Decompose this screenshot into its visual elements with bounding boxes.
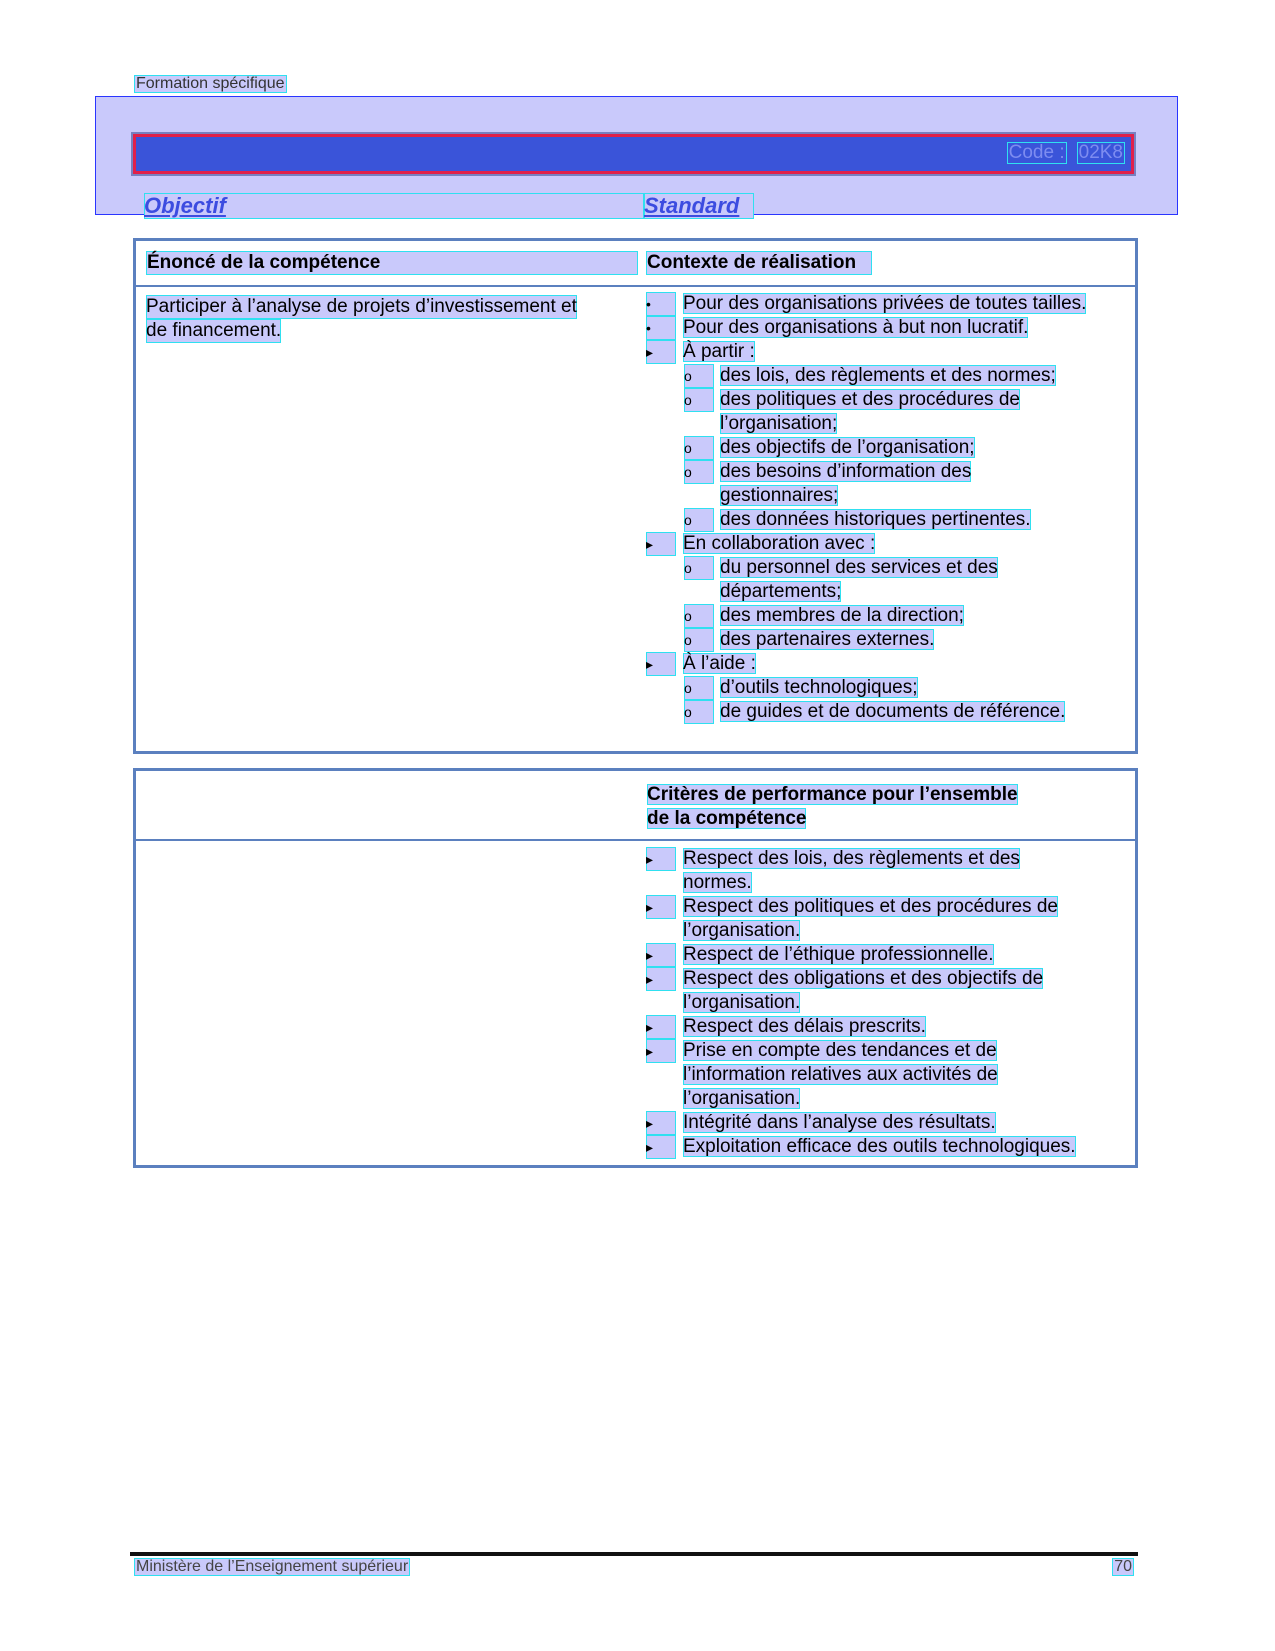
context-text: des partenaires externes. bbox=[720, 629, 935, 650]
criteria-list bbox=[646, 847, 1126, 1159]
criteria-item bbox=[646, 1039, 1126, 1063]
footer-rule bbox=[130, 1552, 1138, 1556]
context-text: Pour des organisations privées de toutes tailles. bbox=[683, 293, 1087, 314]
context-text: l’organisation; bbox=[720, 413, 838, 434]
criteria-item bbox=[646, 1015, 1126, 1039]
context-subitem bbox=[646, 556, 1126, 580]
header-divider bbox=[136, 285, 1135, 287]
context-text: gestionnaires; bbox=[720, 485, 839, 506]
bullet-icon: o bbox=[684, 460, 714, 484]
context-text: des lois, des règlements et des normes; bbox=[720, 365, 1056, 386]
context-item bbox=[646, 340, 1126, 364]
criteria-item bbox=[646, 1063, 1126, 1087]
context-subitem bbox=[646, 700, 1126, 724]
code-label: Code : bbox=[1008, 142, 1065, 163]
context-text: de guides et de documents de référence. bbox=[720, 701, 1066, 722]
objectif-title: Objectif bbox=[144, 193, 644, 219]
context-text: d’outils technologiques; bbox=[720, 677, 918, 698]
statement-line: Participer à l’analyse de projets d’investissement et bbox=[146, 296, 577, 317]
bullet-icon: o bbox=[684, 508, 714, 532]
section-label: Formation spécifique bbox=[136, 75, 285, 92]
bullet-icon: ▸ bbox=[646, 1039, 676, 1063]
context-text: À l’aide : bbox=[683, 653, 756, 674]
bullet-icon: ▸ bbox=[646, 652, 676, 676]
criteria-heading-line: Critères de performance pour l’ensemble bbox=[647, 784, 1018, 805]
criteria-item bbox=[646, 967, 1126, 991]
context-subitem bbox=[646, 364, 1126, 388]
statement-line: de financement. bbox=[146, 320, 282, 341]
context-text: À partir : bbox=[683, 341, 755, 362]
criteria-text: Respect des délais prescrits. bbox=[683, 1016, 926, 1037]
context-text: des membres de la direction; bbox=[720, 605, 964, 626]
criteria-text: Exploitation efficace des outils technologiques. bbox=[683, 1136, 1076, 1157]
criteria-item bbox=[646, 895, 1126, 919]
criteria-text: l’information relatives aux activités de bbox=[683, 1064, 998, 1085]
context-subitem bbox=[646, 508, 1126, 532]
criteria-item bbox=[646, 847, 1126, 871]
criteria-text: l’organisation. bbox=[683, 1088, 801, 1109]
criteria-item bbox=[646, 1111, 1126, 1135]
bullet-icon: o bbox=[684, 676, 714, 700]
bullet-icon: ▸ bbox=[646, 967, 676, 991]
context-subitem bbox=[646, 388, 1126, 412]
page-number: 70 bbox=[1114, 1558, 1132, 1575]
context-item bbox=[646, 316, 1126, 340]
context-item bbox=[646, 652, 1126, 676]
context-text: départements; bbox=[720, 581, 842, 602]
context-text: des objectifs de l’organisation; bbox=[720, 437, 975, 458]
context-text: des politiques et des procédures de bbox=[720, 389, 1020, 410]
bullet-icon: ▸ bbox=[646, 1111, 676, 1135]
bullet-icon: • bbox=[646, 316, 676, 340]
context-text: du personnel des services et des bbox=[720, 557, 998, 578]
criteria-heading-line: de la compétence bbox=[647, 808, 807, 829]
ministry-name: Ministère de l’Enseignement supérieur bbox=[136, 1558, 409, 1575]
context-subitem bbox=[646, 676, 1126, 700]
criteria-item bbox=[646, 1135, 1126, 1159]
context-subitem bbox=[646, 460, 1126, 484]
criteria-text: Respect des obligations et des objectifs de bbox=[683, 968, 1044, 989]
context-subitem bbox=[646, 412, 1126, 436]
bullet-icon: ▸ bbox=[646, 847, 676, 871]
context-subitem bbox=[646, 580, 1126, 604]
criteria-text: normes. bbox=[683, 872, 752, 893]
footer bbox=[134, 1558, 1134, 1576]
criteria-text: Respect des politiques et des procédures de bbox=[683, 896, 1058, 917]
bullet-icon: o bbox=[684, 364, 714, 388]
bullet-icon: o bbox=[684, 604, 714, 628]
context-text: des données historiques pertinentes. bbox=[720, 509, 1031, 530]
context-subitem bbox=[646, 604, 1126, 628]
context-text: des besoins d’information des bbox=[720, 461, 972, 482]
bullet-icon: ▸ bbox=[646, 532, 676, 556]
criteria-text: l’organisation. bbox=[683, 920, 801, 941]
bullet-icon: • bbox=[646, 292, 676, 316]
bullet-icon: o bbox=[684, 388, 714, 412]
context-subitem bbox=[646, 628, 1126, 652]
context-item bbox=[646, 532, 1126, 556]
bullet-icon: ▸ bbox=[646, 943, 676, 967]
standard-title: Standard bbox=[644, 193, 754, 219]
criteria-text: l’organisation. bbox=[683, 992, 801, 1013]
context-text: Pour des organisations à but non lucratif. bbox=[683, 317, 1029, 338]
criteria-item bbox=[646, 943, 1126, 967]
criteria-text: Respect des lois, des règlements et des bbox=[683, 848, 1020, 869]
context-text: En collaboration avec : bbox=[683, 533, 876, 554]
bullet-icon: o bbox=[684, 628, 714, 652]
criteria-text: Prise en compte des tendances et de bbox=[683, 1040, 997, 1061]
criteria-item bbox=[646, 991, 1126, 1015]
criteria-heading bbox=[646, 783, 1019, 831]
criteria-text: Respect de l’éthique professionnelle. bbox=[683, 944, 994, 965]
context-heading: Contexte de réalisation bbox=[646, 251, 872, 275]
competence-heading: Énoncé de la compétence bbox=[146, 251, 638, 275]
header-divider bbox=[136, 839, 1135, 841]
competence-table bbox=[133, 238, 1138, 754]
context-subitem bbox=[646, 436, 1126, 460]
context-item bbox=[646, 292, 1126, 316]
criteria-item bbox=[646, 871, 1126, 895]
bullet-icon: ▸ bbox=[646, 340, 676, 364]
bullet-icon: o bbox=[684, 436, 714, 460]
code-value: 02K8 bbox=[1078, 142, 1123, 163]
context-list bbox=[646, 292, 1126, 724]
context-subitem bbox=[646, 484, 1126, 508]
bullet-icon: ▸ bbox=[646, 895, 676, 919]
bullet-icon: o bbox=[684, 700, 714, 724]
bullet-icon: ▸ bbox=[646, 1135, 676, 1159]
criteria-text: Intégrité dans l’analyse des résultats. bbox=[683, 1112, 996, 1133]
bullet-icon: o bbox=[684, 556, 714, 580]
code-bar bbox=[133, 134, 1134, 174]
code-group bbox=[1007, 142, 1125, 164]
competence-statement bbox=[146, 295, 577, 343]
criteria-table bbox=[133, 768, 1138, 1168]
bullet-icon: ▸ bbox=[646, 1015, 676, 1039]
criteria-item bbox=[646, 1087, 1126, 1111]
criteria-item bbox=[646, 919, 1126, 943]
